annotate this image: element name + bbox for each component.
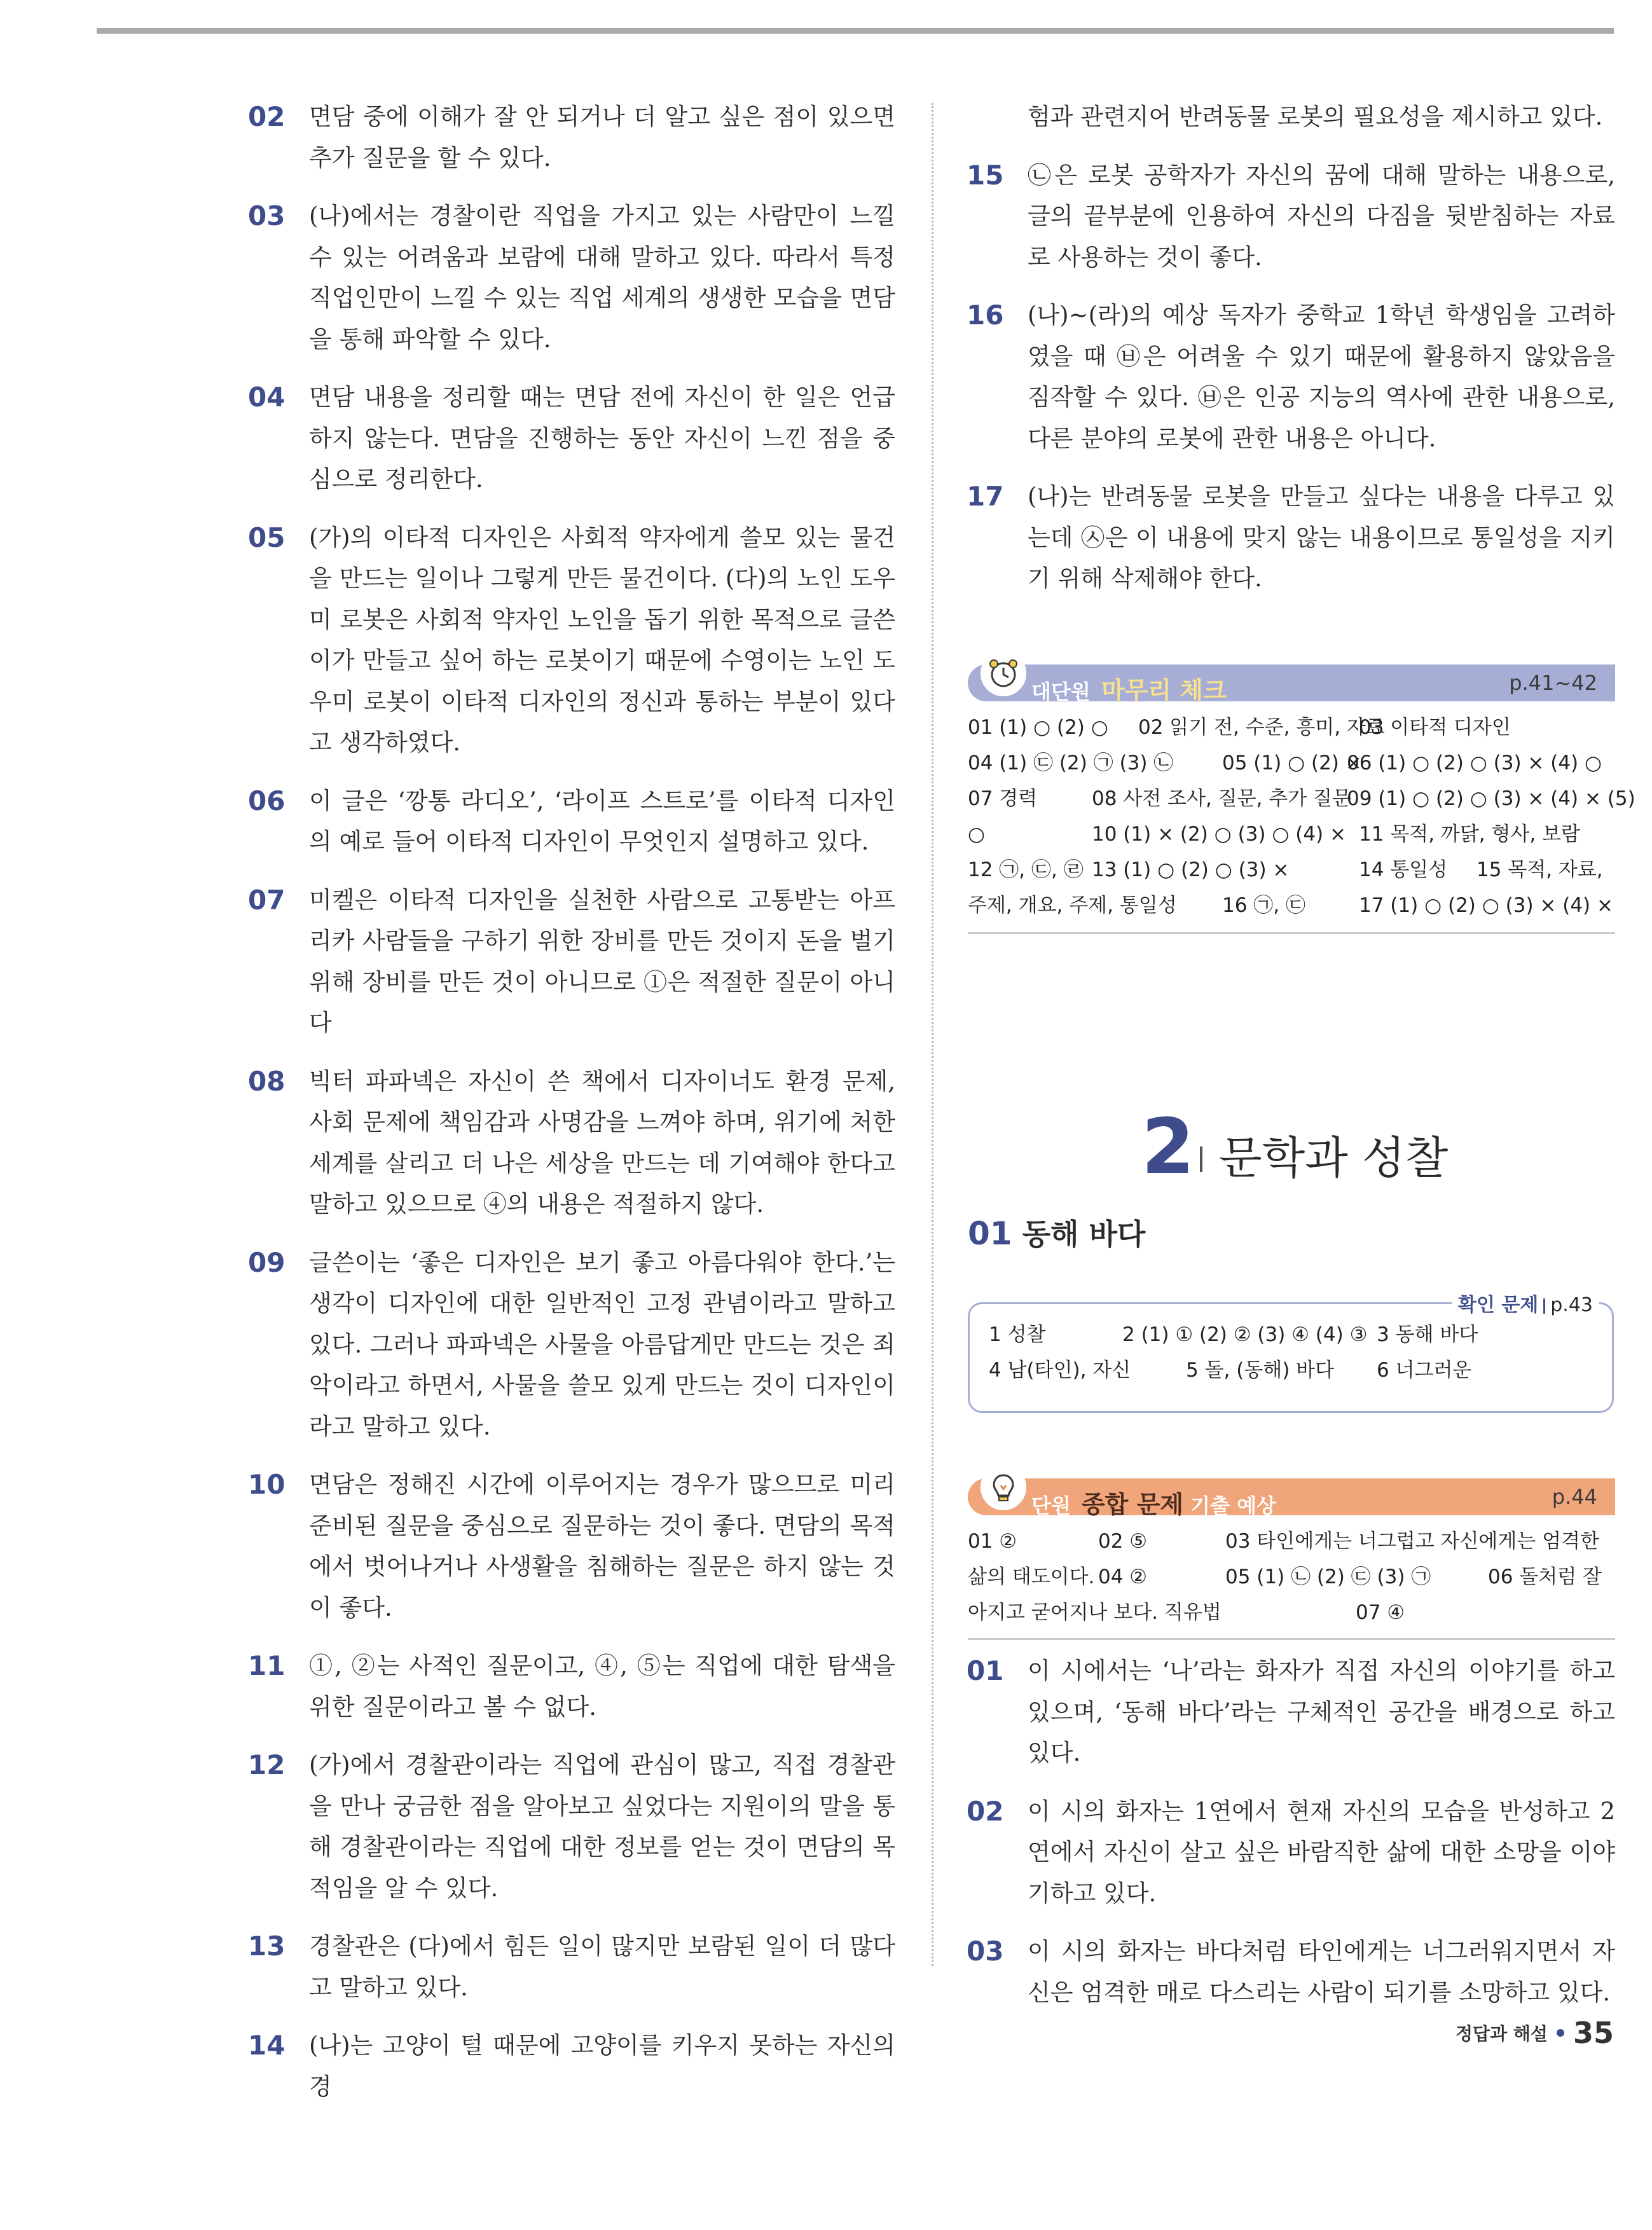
- check-prefix: 대단원: [1031, 680, 1091, 704]
- item-number: 04: [248, 382, 286, 413]
- answer: 3 동해 바다: [1377, 1323, 1478, 1346]
- item-text: 빅터 파파넥은 자신이 쓴 책에서 디자이너도 환경 문제, 사회 문제에 책임감과 사명감을 느껴야 하며, 위기에 처한 세계를 살리고 더 나은 세상을 만드는 데 기여해야 한다고 말하고 있으므로 ④의 내용은 적절하지 않다.: [309, 1067, 895, 1218]
- explanation-item: [967, 476, 1615, 600]
- answer: 2 (1) ① (2) ② (3) ④ (4) ③: [1122, 1323, 1368, 1346]
- answer: 01 ②: [968, 1530, 1017, 1553]
- item-text: 이 시의 화자는 1연에서 현재 자신의 모습을 반성하고 2연에서 자신이 살고 싶은 바람직한 삶에 대한 소망을 이야기하고 있다.: [1028, 1797, 1615, 1907]
- item-text: 면담은 정해진 시간에 이루어지는 경우가 많으므로 미리 준비된 질문을 중심으로 질문하는 것이 좋다. 면담의 목적에서 벗어나거나 사생활을 침해하는 질문은 하지 않는 것이 좋다.: [309, 1471, 895, 1621]
- right-column-top: [967, 97, 1615, 617]
- answer: 05 (1) ㉡ (2) ㉢ (3) ㉠: [1225, 1566, 1431, 1588]
- answer: 07 ④: [1356, 1601, 1405, 1624]
- answer: 5 돌, (동해) 바다: [1186, 1359, 1335, 1382]
- answer: 15 목적, 자료,: [1476, 858, 1603, 881]
- explanation-item: [248, 1926, 895, 2008]
- page-footer: [1456, 2016, 1614, 2050]
- explanation-item: [248, 1242, 895, 1448]
- item-number: 11: [248, 1650, 286, 1681]
- answer: 10 (1) × (2) ○ (3) ○ (4) ×: [1092, 823, 1346, 846]
- exam-header-bar: [968, 1478, 1615, 1518]
- left-column: [248, 97, 895, 2124]
- item-text: 이 글은 ‘깡통 라디오’, ‘라이프 스트로’를 이타적 디자인의 예로 들어 이타적 디자인이 무엇인지 설명하고 있다.: [309, 787, 895, 855]
- confirm-header: [1452, 1289, 1599, 1317]
- answer: 13 (1) ○ (2) ○ (3) ×: [1092, 858, 1290, 881]
- confirm-answers: [989, 1317, 1599, 1393]
- item-text: (나)는 고양이 털 때문에 고양이를 키우지 못하는 자신의 경: [309, 2032, 895, 2100]
- answer: 02 읽기 전, 수준, 흥미, 자료: [1138, 716, 1385, 739]
- section-heading: [968, 1211, 1145, 1253]
- item-text: (가)에서 경찰관이라는 직업에 관심이 많고, 직접 경찰관을 만나 궁금한 점을 알아보고 싶었다는 지원이의 말을 통해 경찰관이라는 직업에 대한 정보를 얻는 것이 면담의 목적임을 알 수 있다.: [309, 1751, 895, 1902]
- answer: 아지고 굳어지나 보다. 직유법: [968, 1601, 1222, 1624]
- exam-title-main: 종합 문제: [1081, 1490, 1184, 1518]
- answer: 03 타인에게는 너그럽고 자신에게는 엄격한: [1225, 1530, 1599, 1553]
- answer: ○: [968, 823, 986, 846]
- check-page-ref: p.41~42: [1509, 671, 1597, 695]
- item-number: 15: [967, 159, 1004, 191]
- section-number: 01: [968, 1215, 1012, 1252]
- item-number: 17: [967, 481, 1004, 512]
- answer: 삶의 태도이다.: [968, 1566, 1095, 1588]
- explanation-item: [248, 196, 895, 360]
- item-number: 02: [967, 1795, 1004, 1827]
- explanation-item: [248, 880, 895, 1044]
- item-text: (나)는 반려동물 로봇을 만들고 싶다는 내용을 다루고 있는데 ㉦은 이 내용에 맞지 않는 내용이므로 통일성을 지키기 위해 삭제해야 한다.: [1028, 483, 1615, 592]
- answer: 07 경력: [968, 787, 1038, 810]
- answer: 02 ⑤: [1098, 1530, 1148, 1553]
- check-header-bar: [968, 664, 1615, 705]
- explanation-item: [248, 781, 895, 863]
- answer: 01 (1) ○ (2) ○: [968, 716, 1108, 739]
- item-number: 13: [248, 1931, 286, 1962]
- answer: 03 이타적 디자인: [1359, 716, 1511, 739]
- answer: 08 사전 조사, 질문, 추가 질문: [1092, 787, 1351, 810]
- column-divider: [932, 103, 933, 1966]
- item-number: 03: [248, 200, 286, 231]
- exam-prefix: 단원: [1031, 1494, 1071, 1518]
- item-number: 03: [967, 1936, 1004, 1967]
- answer: 04 ②: [1098, 1566, 1148, 1588]
- confirm-box: [968, 1294, 1614, 1413]
- explanation-item: [967, 295, 1615, 459]
- lightbulb-icon: [981, 1464, 1026, 1510]
- exam-suffix: 기출 예상: [1190, 1494, 1276, 1518]
- explanation-item: [967, 1931, 1615, 2013]
- item-text: 글쓴이는 ‘좋은 디자인은 보기 좋고 아름다워야 한다.’는 생각이 디자인에 대한 일반적인 고정 관념이라고 말하고 있다. 그러나 파파넥은 사물을 아름답게만 만드는 것은 죄악이라고 하면서, 사물을 쓸모 있게 만드는 것이 디자인이라고 말하고 있다.: [309, 1248, 895, 1440]
- explanation-item: [248, 1061, 895, 1225]
- item-text: 이 시의 화자는 바다처럼 타인에게는 너그러워지면서 자신은 엄격한 매로 다스리는 사람이 되기를 소망하고 있다.: [1028, 1937, 1615, 2006]
- answer: 6 너그러운: [1377, 1359, 1472, 1382]
- item-text: 경찰관은 (다)에서 힘든 일이 많지만 보람된 일이 더 많다고 말하고 있다.: [309, 1932, 895, 2001]
- explanation-item: [248, 1745, 895, 1909]
- exam-divider: [968, 1638, 1615, 1640]
- item-text: (가)의 이타적 디자인은 사회적 약자에게 쓸모 있는 물건을 만드는 일이나 그렇게 만든 물건이다. (다)의 노인 도우미 로봇은 사회적 약자인 노인을 돕기 위한 목적으로 글쓴이가 만들고 싶어 하는 로봇이기 때문에 수영이는 노인 도우미 로봇이 이타적 디자인의 정신과 통하는 부분이 있다고 생각하였다.: [309, 523, 895, 756]
- answer: 16 ㉠, ㉢: [1222, 894, 1306, 917]
- unit-number: 2: [1141, 1103, 1195, 1192]
- explanation-item: [248, 518, 895, 764]
- answer: 4 남(타인), 자신: [989, 1359, 1131, 1382]
- item-number: 06: [248, 785, 286, 816]
- item-number: 07: [248, 884, 286, 916]
- check-divider: [968, 932, 1615, 934]
- answer: 17 (1) ○ (2) ○ (3) × (4) ×: [1359, 894, 1613, 917]
- explanation-item: [248, 1646, 895, 1728]
- item-text: (나)에서는 경찰이란 직업을 가지고 있는 사람만이 느낄 수 있는 어려움과 보람에 대해 말하고 있다. 따라서 특정 직업인만이 느낄 수 있는 직업 세계의 생생한 모습을 면담을 통해 파악할 수 있다.: [309, 202, 895, 353]
- explanation-item: [248, 97, 895, 179]
- page-number: 35: [1573, 2016, 1614, 2050]
- answer: 04 (1) ㉢ (2) ㉠ (3) ㉡: [968, 752, 1174, 774]
- top-rule: [97, 28, 1614, 34]
- item-text: ①, ②는 사적인 질문이고, ④, ⑤는 직업에 대한 탐색을 위한 질문이라고 볼 수 없다.: [309, 1652, 895, 1721]
- bullet-dot: [1557, 2029, 1564, 2037]
- section-title: 동해 바다: [1022, 1217, 1146, 1251]
- answer: 주제, 개요, 주제, 통일성: [968, 894, 1177, 917]
- item-number: 05: [248, 521, 286, 553]
- footer-label: 정답과 해설: [1455, 2023, 1548, 2044]
- unit-separator: [1200, 1146, 1202, 1172]
- item-number: 16: [967, 299, 1004, 331]
- item-number: 01: [967, 1655, 1004, 1686]
- confirm-label: 확인 문제: [1457, 1294, 1539, 1316]
- explanation-item: [967, 155, 1615, 279]
- answer: 06 돌처럼 잘: [1488, 1566, 1602, 1588]
- answer: 14 통일성: [1359, 858, 1448, 881]
- item-text: ㉡은 로봇 공학자가 자신의 꿈에 대해 말하는 내용으로, 글의 끝부분에 인용하여 자신의 다짐을 뒷받침하는 자료로 사용하는 것이 좋다.: [1028, 161, 1615, 271]
- item-number: 12: [248, 1749, 286, 1780]
- continued-text: 험과 관련지어 반려동물 로봇의 필요성을 제시하고 있다.: [1028, 103, 1603, 130]
- item-number: 09: [248, 1246, 286, 1278]
- exam-title: [1031, 1485, 1276, 1520]
- alarm-clock-icon: [981, 650, 1026, 696]
- explanation-item: [248, 1464, 895, 1628]
- explanation-item: [967, 1791, 1615, 1915]
- unit-title: 문학과 성찰: [1219, 1132, 1449, 1184]
- check-title: [1031, 671, 1227, 706]
- right-column-bottom: [967, 1651, 1615, 2030]
- answer: 11 목적, 까닭, 형사, 보람: [1359, 823, 1580, 846]
- explanation-item: [967, 1651, 1615, 1774]
- check-answers: [968, 710, 1635, 926]
- answer: 09 (1) ○ (2) ○ (3) × (4) × (5): [1347, 787, 1635, 810]
- item-number: 08: [248, 1065, 286, 1097]
- item-text: 면담 중에 이해가 잘 안 되거나 더 알고 싶은 점이 있으면 추가 질문을 할 수 있다.: [309, 103, 895, 172]
- explanation-item: [248, 377, 895, 500]
- answer: 06 (1) ○ (2) ○ (3) × (4) ○: [1347, 752, 1602, 774]
- answer: 1 성찰: [989, 1323, 1046, 1346]
- exam-answers: [968, 1524, 1615, 1632]
- item-number: 10: [248, 1469, 286, 1500]
- confirm-page-ref: p.43: [1550, 1294, 1593, 1316]
- tick-mark: [1543, 1298, 1545, 1314]
- explanation-item: [248, 2025, 895, 2107]
- item-number: 02: [248, 101, 286, 132]
- answer: 12 ㉠, ㉢, ㉣: [968, 858, 1084, 881]
- check-title-main: 마무리 체크: [1101, 677, 1227, 705]
- item-text: (나)~(라)의 예상 독자가 중학교 1학년 학생임을 고려하였을 때 ㉥은 어려울 수 있기 때문에 활용하지 않았음을 짐작할 수 있다. ㉥은 인공 지능의 역사에 관한 내용으로, 다른 분야의 로봇에 관한 내용은 아니다.: [1028, 301, 1615, 452]
- item-text: 이 시에서는 ‘나’라는 화자가 직접 자신의 이야기를 하고 있으며, ‘동해 바다’라는 구체적인 공간을 배경으로 하고 있다.: [1028, 1657, 1615, 1766]
- exam-page-ref: p.44: [1552, 1485, 1597, 1509]
- item-number: 14: [248, 2030, 286, 2061]
- answer: 05 (1) ○ (2) ×: [1222, 752, 1362, 774]
- item-text: 미켈은 이타적 디자인을 실천한 사람으로 고통받는 아프리카 사람들을 구하기 위한 장비를 만든 것이지 돈을 벌기 위해 장비를 만든 것이 아니므로 ①은 적절한 질문이 아니다: [309, 886, 895, 1036]
- item-text: 면담 내용을 정리할 때는 면담 전에 자신이 한 일은 언급하지 않는다. 면담을 진행하는 동안 자신이 느낀 점을 중심으로 정리한다.: [309, 383, 895, 493]
